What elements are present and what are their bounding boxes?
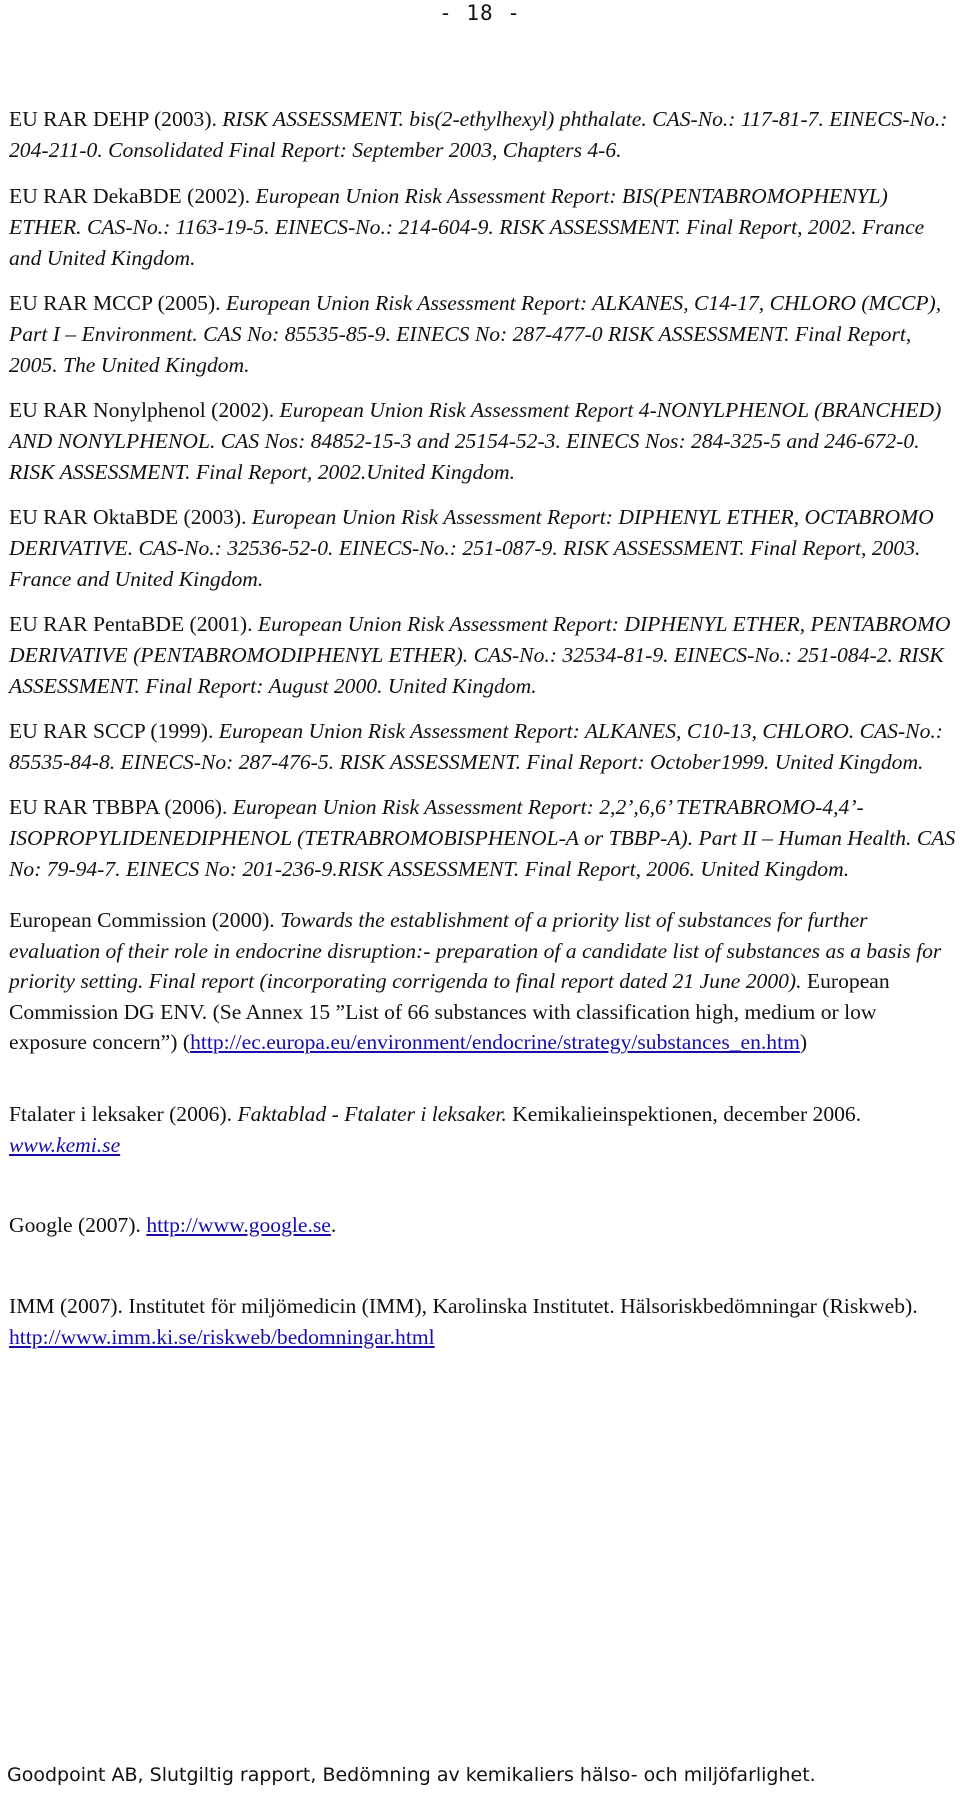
reference-title: Towards the establishment of a priority list of substances for further evaluation of their role in endocrine disruption:- preparation of a candidate list of substances as a basis for priority setting. Final report (incorporating corrigenda to final report dated 21 June 2000). <box>9 908 942 993</box>
page-footer: Goodpoint AB, Slutgiltig rapport, Bedömning av kemikaliers hälso- och miljöfarlighet. <box>7 1764 816 1786</box>
page-number: - 18 - <box>439 1 521 25</box>
reference-title: European Union Risk Assessment Report: ALKANES, C10-13, CHLORO. CAS-No.: 85535-84-8. EINECS-No: 287-476-5. RISK ASSESSMENT. Final Report: October1999. United Kingdom. <box>9 719 943 774</box>
reference-author: EU RAR TBBPA (2006). <box>9 795 228 819</box>
reference-suffix: ) <box>799 1030 808 1054</box>
reference-author: EU RAR MCCP (2005). <box>9 291 221 315</box>
reference-imm <box>9 1291 957 1353</box>
reference-author: EU RAR PentaBDE (2001). <box>9 612 253 636</box>
reference-title: European Union Risk Assessment Report: DIPHENYL ETHER, OCTABROMO DERIVATIVE. CAS-No.: 32536-52-0. EINECS-No.: 251-087-9. RISK ASSESSMENT. Final Report, 2003. France and United Kingdom. <box>9 505 934 591</box>
reference-author: European Commission (2000). <box>9 908 275 932</box>
reference-title: Faktablad - Ftalater i leksaker. <box>237 1101 507 1126</box>
reference-author: IMM (2007). <box>9 1293 123 1318</box>
reference-title: European Union Risk Assessment Report 4-NONYLPHENOL (BRANCHED) AND NONYLPHENOL. CAS Nos: 84852-15-3 and 25154-52-3. EINECS Nos: 284-325-5 and 246-672-0. RISK ASSESSMENT. Final Report, 2002.United Kingdom. <box>9 398 942 484</box>
reference-eu-rar-mccp <box>9 288 957 381</box>
reference-author: EU RAR DekaBDE (2002). <box>9 184 251 208</box>
reference-publisher: Kemikalieinspektionen, december 2006. <box>512 1101 862 1126</box>
reference-link[interactable]: http://ec.europa.eu/environment/endocrine/strategy/substances_en.htm <box>190 1030 800 1054</box>
reference-author: EU RAR DEHP (2003). <box>9 107 217 131</box>
reference-ftalater-i-leksaker <box>9 1099 957 1161</box>
reference-eu-rar-sccp <box>9 716 957 778</box>
reference-eu-rar-pentabde <box>9 609 957 702</box>
reference-title: European Union Risk Assessment Report: ALKANES, C14-17, CHLORO (MCCP), Part I – Environment. CAS No: 85535-85-9. EINECS No: 287-477-0 RISK ASSESSMENT. Final Report, 2005. The United Kingdom. <box>9 291 942 377</box>
reference-title: European Union Risk Assessment Report: BIS(PENTABROMOPHENYL) ETHER. CAS-No.: 1163-19-5. EINECS-No.: 214-604-9. RISK ASSESSMENT. Final Report, 2002. France and United Kingdom. <box>9 184 925 270</box>
reference-title: RISK ASSESSMENT. bis(2-ethylhexyl) phthalate. CAS-No.: 117-81-7. EINECS-No.: 204-211-0. Consolidated Final Report: September 2003, Chapters 4-6. <box>9 107 948 162</box>
reference-title: European Union Risk Assessment Report: 2,2’,6,6’ TETRABROMO-4,4’-ISOPROPYLIDENEDIPHENOL (TETRABROMOBISPHENOL-A or TBBP-A). Part II – Human Health. CAS No: 79-94-7. EINECS No: 201-236-9.RISK ASSESSMENT. Final Report, 2006. United Kingdom. <box>9 795 956 881</box>
reference-author: EU RAR Nonylphenol (2002). <box>9 398 275 422</box>
reference-author: Google (2007). <box>9 1212 141 1237</box>
reference-publisher: Institutet för miljömedicin (IMM), Karolinska Institutet. Hälsoriskbedömningar (Riskweb). <box>128 1293 918 1318</box>
reference-title: European Union Risk Assessment Report: DIPHENYL ETHER, PENTABROMO DERIVATIVE (PENTABROMODIPHENYL ETHER). CAS-No.: 32534-81-9. EINECS-No.: 251-084-2. RISK ASSESSMENT. Final Report: August 2000. United Kingdom. <box>9 612 951 698</box>
reference-eu-rar-oktabde <box>9 502 957 595</box>
reference-publisher: European Commission DG ENV. (Se Annex 15 ”List of 66 substances with classification high, medium or low exposure concern”) ( <box>9 969 890 1054</box>
reference-eu-rar-dehp <box>9 104 957 166</box>
reference-link[interactable]: www.kemi.se <box>9 1132 121 1157</box>
reference-link[interactable]: http://www.imm.ki.se/riskweb/bedomningar.html <box>9 1324 435 1349</box>
reference-eu-rar-dekabde <box>9 181 957 274</box>
reference-link[interactable]: http://www.google.se <box>146 1212 331 1237</box>
reference-eu-rar-tbbpa <box>9 792 957 885</box>
reference-google <box>9 1210 957 1241</box>
reference-european-commission <box>9 905 957 1058</box>
reference-eu-rar-nonylphenol <box>9 395 957 488</box>
reference-author: EU RAR OktaBDE (2003). <box>9 505 247 529</box>
reference-author: EU RAR SCCP (1999). <box>9 719 214 743</box>
reference-suffix: . <box>330 1212 337 1237</box>
reference-list <box>9 104 957 1353</box>
reference-author: Ftalater i leksaker (2006). <box>9 1101 233 1126</box>
